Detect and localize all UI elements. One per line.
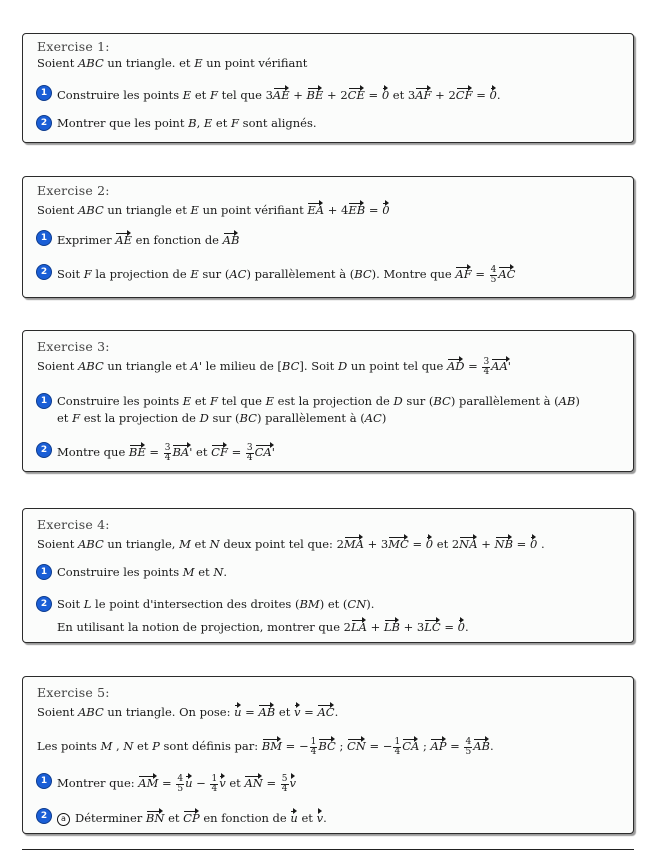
question-number-badge: 2: [37, 809, 51, 823]
exercise-2-question-2: Soit F la projection de E sur (AC) parallèlement à (BC). Montre que AF = $\frac{4}{5}$ AC: [57, 264, 516, 285]
exercise-5-box: [22, 676, 634, 834]
exercise-3-question-2: Montre que BE = $\frac{3}{4}$ BA' et CF = $\frac{3}{4}$ CA': [57, 442, 275, 463]
exercise-5-title: Exercise 5:: [37, 685, 110, 700]
exercise-3-title: Exercise 3:: [37, 339, 110, 354]
exercise-4-box: [22, 508, 634, 643]
exercise-2-box: [22, 176, 634, 298]
exercise-5-intro: Soient ABC un triangle. On pose: u = AB et v = AC.: [37, 705, 339, 719]
exercise-2-title: Exercise 2:: [37, 183, 110, 198]
question-number-badge: 2: [37, 116, 51, 130]
question-number-badge: 1: [37, 565, 51, 579]
exercise-3-question-1-line-1: Construire les points E et F tel que E est la projection de D sur (BC) parallèlement à (AB): [57, 394, 580, 408]
question-number-badge: 1: [37, 231, 51, 245]
question-number-badge: 2: [37, 265, 51, 279]
exercise-2-question-1: Exprimer AE en fonction de AB: [57, 233, 240, 247]
bottom-divider: [22, 849, 634, 850]
exercise-5-question-2a: a Déterminer BN et CP en fonction de u et v.: [57, 809, 327, 826]
exercise-3-question-1-line-2: et F est la projection de D sur (BC) parallèlement à (AC): [57, 411, 387, 425]
exercise-1-box: [22, 33, 634, 143]
exercise-1-title: Exercise 1:: [37, 39, 110, 54]
exercise-2-intro: Soient ABC un triangle et E un point vérifiant EA + 4EB = 0: [37, 203, 390, 217]
question-number-badge: 1: [37, 774, 51, 788]
question-number-badge: 2: [37, 597, 51, 611]
question-number-badge: 1: [37, 394, 51, 408]
question-number-badge: 2: [37, 443, 51, 457]
subquestion-badge: a: [57, 813, 70, 826]
exercise-1-intro: Soient ABC un triangle. et E un point vérifiant: [37, 56, 308, 70]
exercise-4-question-2-line-1: Soit L le point d'intersection des droites (BM) et (CN).: [57, 597, 375, 611]
exercise-3-box: [22, 330, 634, 472]
exercise-4-title: Exercise 4:: [37, 517, 110, 532]
question-number-badge: 1: [37, 86, 51, 100]
exercise-4-question-1: Construire les points M et N.: [57, 565, 228, 579]
exercise-1-question-2: Montrer que les point B, E et F sont alignés.: [57, 116, 317, 130]
exercise-4-intro: Soient ABC un triangle, M et N deux point tel que: 2MA + 3MC = 0 et 2NA + NB = 0 .: [37, 537, 545, 551]
exercise-1-question-1: Construire les points E et F tel que 3AE + BE + 2CE = 0 et 3AF + 2CF = 0.: [57, 88, 501, 102]
exercise-5-definitions: Les points M , N et P sont définis par: BM = − $\frac{1}{4}$ BC ; CN = − $\frac{1}{4}$ CA ; AP = $\frac{4}{5}$ AB.: [37, 736, 494, 757]
exercise-4-question-2-line-2: En utilisant la notion de projection, montrer que 2LA + LB + 3LC = 0.: [57, 620, 469, 634]
exercise-5-question-1: Montrer que: AM = $\frac{4}{5}$ u − $\frac{1}{4}$ v et AN = $\frac{5}{4}$ v: [57, 773, 296, 794]
exercise-3-intro: Soient ABC un triangle et A' le milieu de [BC]. Soit D un point tel que AD = $\frac{3}{4}$ AA': [37, 356, 511, 377]
